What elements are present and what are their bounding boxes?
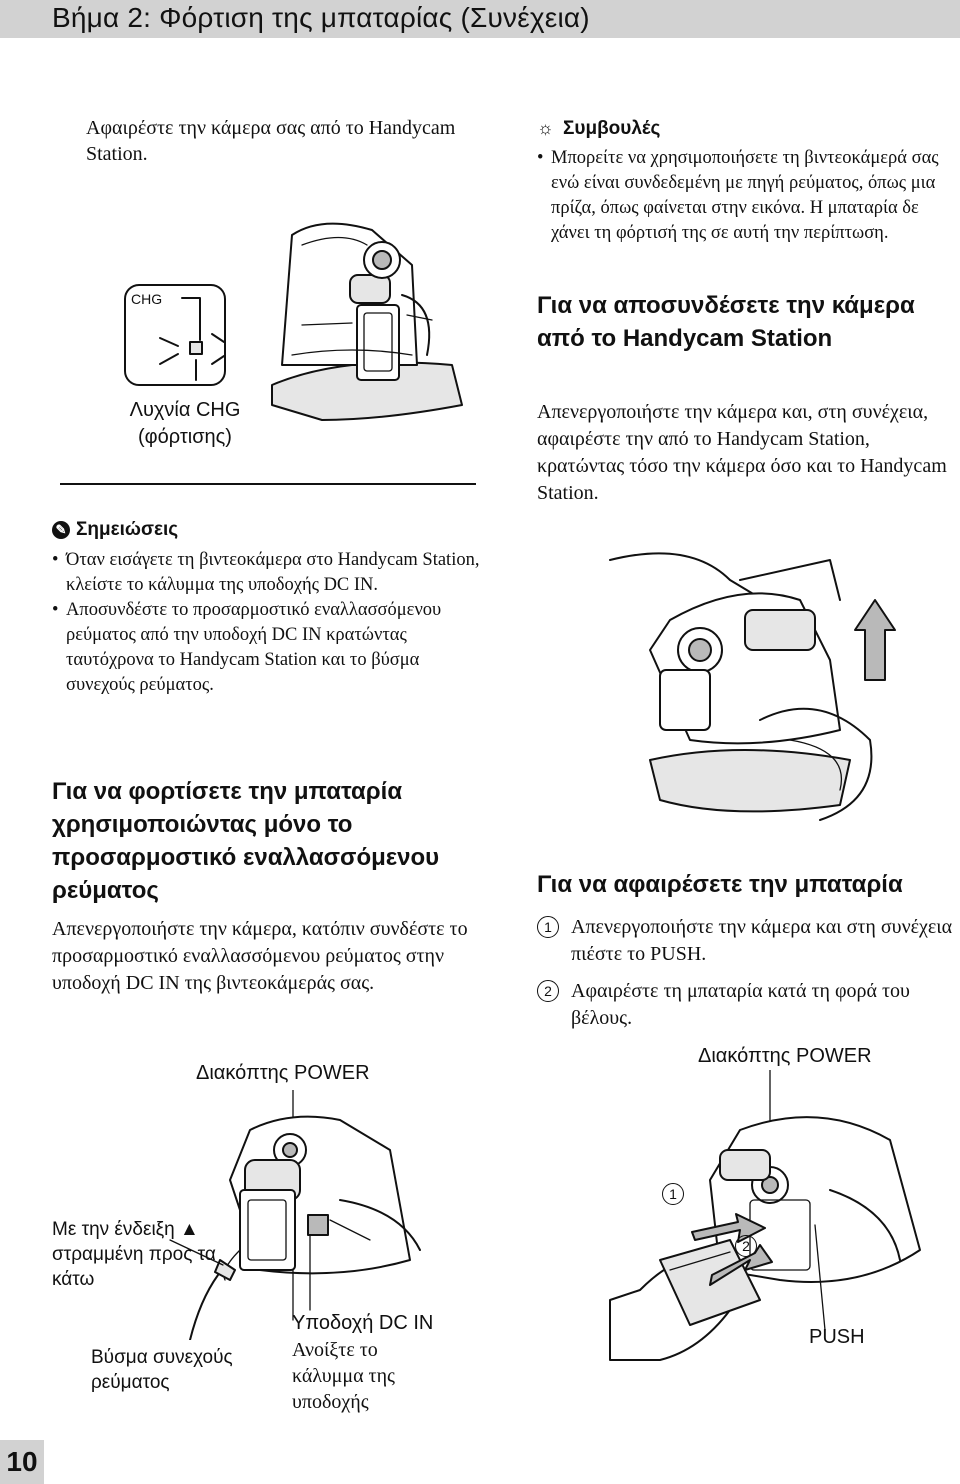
remove-camera-illustration xyxy=(590,520,910,830)
power-switch-label-left: Διακόπτης POWER xyxy=(196,1062,370,1084)
disconnect-heading: Για να αποσυνδέσετε την κάμερα από το Handycam Station xyxy=(537,292,915,352)
mark-down-label: Με την ένδειξη ▲ στραμμένη προς τα κάτω xyxy=(52,1219,216,1290)
dc-in-jack-label: Υποδοχή DC IN xyxy=(292,1312,434,1334)
camera-ac-adapter-illustration xyxy=(40,1090,460,1340)
tips-heading: ☼ Συμβουλές xyxy=(537,115,957,142)
list-item xyxy=(537,978,957,1032)
list-item: • Μπορείτε να χρησιμοποιήσετε τη βιντεοκάμερά σας ενώ είναι συνδεδεμένη με πηγή ρεύματος, όπως μια πρίζα, όπως φαίνεται στην εικόνα. Η μπαταρία δε χάνει τη φόρτισή της σε αυτή την περίπτωση. xyxy=(537,146,957,246)
list-item: • Αποσυνδέστε το προσαρμοστικό εναλλασσόμενου ρεύματος από την υποδοχή DC IN κρατώντας ταυτόχρονα το Handycam Station και το βύσμα συνεχούς ρεύματος. xyxy=(52,598,482,698)
disconnect-body: Απενεργοποιήστε την κάμερα και, στη συνέχεια, αφαιρέστε την από το Handycam Station, κρατώντας τόσο την κάμερα όσο και το Handycam Station. xyxy=(537,401,947,504)
camera-on-station-illustration xyxy=(262,205,476,427)
tips-list xyxy=(537,146,957,246)
step-text: Αφαιρέστε τη μπαταρία κατά τη φορά του βέλους. xyxy=(571,980,910,1029)
tips-block xyxy=(537,115,957,246)
dc-plug-label: Βύσμα συνεχούς ρεύματος xyxy=(91,1347,233,1393)
notes-block xyxy=(52,517,482,698)
step-number: 2 xyxy=(537,980,559,1002)
list-item: • Όταν εισάγετε τη βιντεοκάμερα στο Handycam Station, κλείστε το κάλυμμα της υποδοχής DC IN. xyxy=(52,548,482,598)
remove-battery-heading: Για να αφαιρέσετε την μπαταρία xyxy=(537,871,903,898)
ac-section-heading: Για να φορτίσετε την μπαταρία χρησιμοποιώντας μόνο το προσαρμοστικό εναλλασσόμενου ρεύματος xyxy=(52,778,440,904)
divider xyxy=(60,483,476,485)
step-number: 1 xyxy=(537,916,559,938)
push-label: PUSH xyxy=(809,1326,865,1348)
step1-marker: 1 xyxy=(662,1183,684,1206)
chg-indicator-text: CHG xyxy=(131,291,163,307)
notes-list xyxy=(52,548,482,698)
battery-removal-illustration xyxy=(600,1070,930,1370)
page-number: 10 xyxy=(0,1440,44,1484)
step2-marker: 2 xyxy=(735,1235,757,1258)
page-title: Βήμα 2: Φόρτιση της μπαταρίας (Συνέχεια) xyxy=(52,2,590,33)
notes-icon: ✎ xyxy=(52,521,70,539)
remove-battery-steps xyxy=(537,914,957,1032)
notes-heading: ✎ Σημειώσεις xyxy=(52,517,482,543)
chg-lamp-label: Λυχνία CHG (φόρτισης) xyxy=(129,399,241,448)
list-item xyxy=(537,914,957,968)
open-cover-label: Ανοίξτε το κάλυμμα της υποδοχής xyxy=(292,1339,395,1413)
power-switch-label-right: Διακόπτης POWER xyxy=(698,1045,872,1067)
ac-section-body: Απενεργοποιήστε την κάμερα, κατόπιν συνδέστε το προσαρμοστικό εναλλασσόμενου ρεύματος στην υποδοχή DC IN της βιντεοκάμεράς σας. xyxy=(52,918,468,994)
remove-camera-text: Αφαιρέστε την κάμερα σας από το Handycam Station. xyxy=(86,117,456,165)
step-text: Απενεργοποιήστε την κάμερα και στη συνέχεια πιέστε το PUSH. xyxy=(571,916,953,965)
lightbulb-icon: ☼ xyxy=(537,118,554,138)
